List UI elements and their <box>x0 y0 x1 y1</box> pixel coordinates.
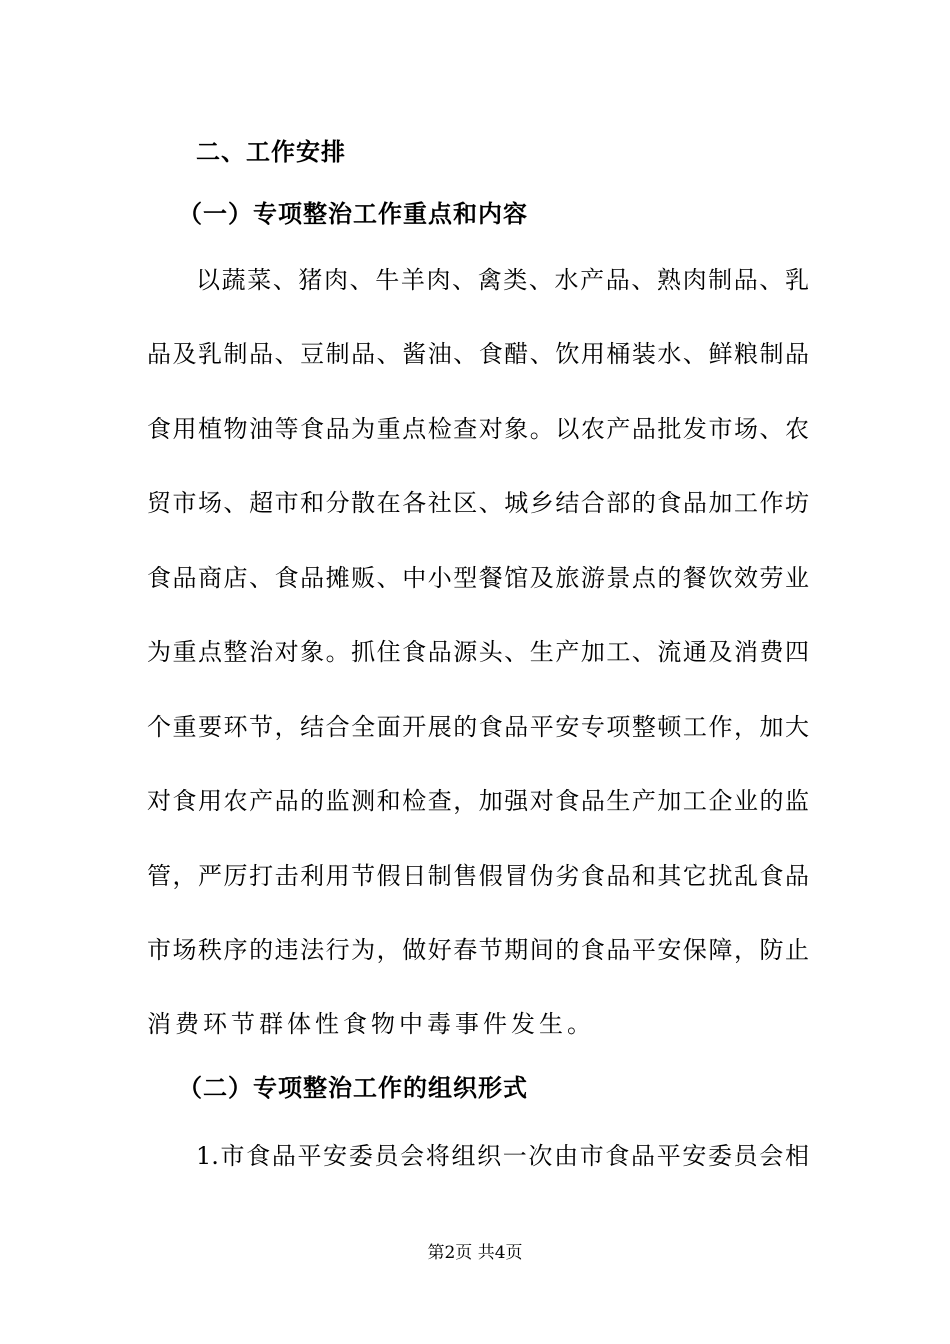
subsection-title-2: （二）专项整治工作的组织形式 <box>178 1074 528 1102</box>
paragraph-line: 1.市食品平安委员会将组织一次由市食品平安委员会相 <box>196 1142 809 1170</box>
page-footer: 第2页 共4页 <box>427 1243 523 1263</box>
paragraph-line: 消费环节群体性食物中毒事件发生。 <box>147 1010 595 1038</box>
section-title: 二、工作安排 <box>196 138 346 166</box>
paragraph-line: 贸市场、超市和分散在各社区、城乡结合部的食品加工作坊 <box>147 489 809 517</box>
paragraph-line: 食品商店、食品摊贩、中小型餐馆及旅游景点的餐饮效劳业 <box>147 564 809 592</box>
subsection-title-1: （一）专项整治工作重点和内容 <box>178 200 528 228</box>
paragraph-line: 市场秩序的违法行为，做好春节期间的食品平安保障，防止 <box>147 936 809 964</box>
paragraph-line: 食用植物油等食品为重点检查对象。以农产品批发市场、农 <box>147 415 809 443</box>
paragraph-line: 对食用农产品的监测和检查，加强对食品生产加工企业的监 <box>147 787 809 815</box>
paragraph-line: 个重要环节，结合全面开展的食品平安专项整顿工作，加大 <box>147 713 809 741</box>
paragraph-line: 品及乳制品、豆制品、酱油、食醋、饮用桶装水、鲜粮制品 <box>147 340 809 368</box>
paragraph-line: 以蔬菜、猪肉、牛羊肉、禽类、水产品、熟肉制品、乳 <box>196 266 809 294</box>
paragraph-line: 管，严厉打击利用节假日制售假冒伪劣食品和其它扰乱食品 <box>147 862 809 890</box>
paragraph-line: 为重点整治对象。抓住食品源头、生产加工、流通及消费四 <box>147 638 809 666</box>
